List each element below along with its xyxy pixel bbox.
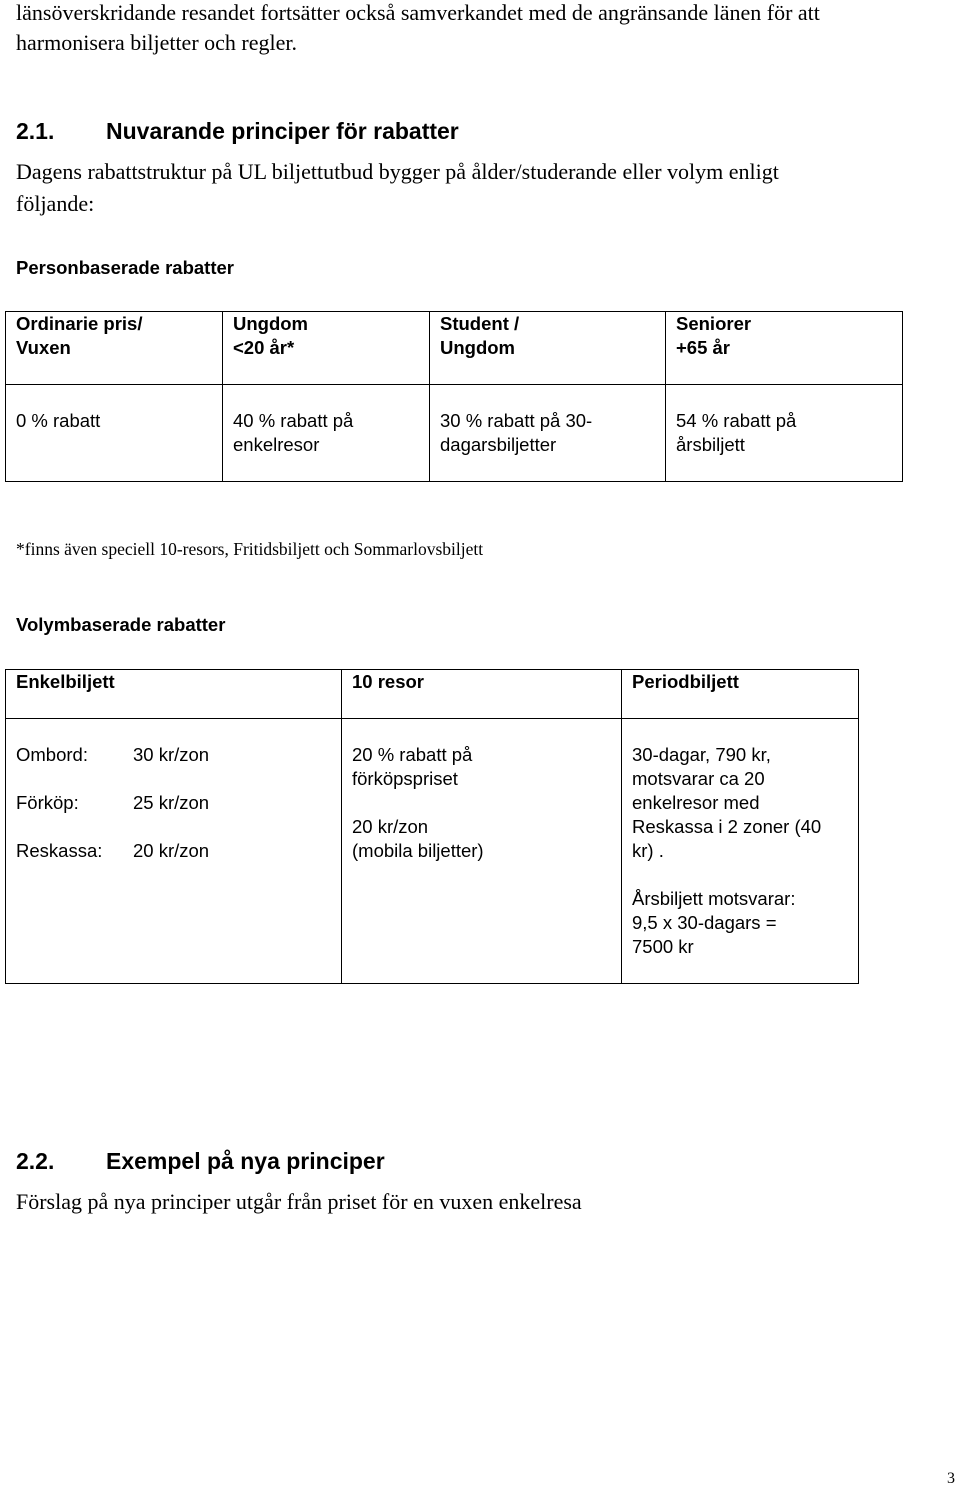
value-cell-student: 30 % rabatt på 30- dagarsbiljetter (430, 385, 666, 482)
price-row-forkop: Förköp: 25 kr/zon (16, 792, 210, 813)
value-cell-enkelbiljett (6, 719, 342, 984)
table-row (6, 312, 903, 385)
section-title: Exempel på nya principer (106, 1148, 385, 1174)
price-row-ombord: Ombord: 30 kr/zon (16, 744, 210, 765)
value-cell-10-resor: 20 % rabatt på förköpspriset 20 kr/zon (mobila biljetter) (342, 719, 622, 984)
section-heading-2-1 (16, 117, 459, 145)
section-body-line-1: Dagens rabattstruktur på UL biljettutbud bygger på ålder/studerande eller volym enligt (16, 159, 779, 184)
price-row-reskassa: Reskassa: 20 kr/zon (16, 840, 210, 861)
header-cell-ungdom: Ungdom <20 år* (223, 312, 430, 385)
section-body-line-2: följande: (16, 191, 95, 216)
footnote: *finns även speciell 10-resors, Fritidsbiljett och Sommarlovsbiljett (16, 539, 484, 559)
volymbaserade-table (5, 669, 859, 984)
header-cell-vuxen: Ordinarie pris/ Vuxen (6, 312, 223, 385)
table-row (6, 670, 859, 719)
section-title: Nuvarande principer för rabatter (106, 118, 459, 144)
intro-line-1: länsöverskridande resandet fortsätter också samverkandet med de angränsande länen för att (16, 0, 820, 25)
volymbaserade-heading: Volymbaserade rabatter (16, 614, 226, 635)
table-row (6, 719, 859, 984)
section-number: 2.2. (16, 1148, 55, 1174)
personbaserade-heading: Personbaserade rabatter (16, 257, 234, 278)
value-cell-periodbiljett: 30-dagar, 790 kr, motsvarar ca 20 enkelresor med Reskassa i 2 zoner (40 kr) . Årsbiljett motsvarar: 9,5 x 30-dagars = 7500 kr (622, 719, 859, 984)
section-2-2-body: Förslag på nya principer utgår från priset för en vuxen enkelresa (16, 1189, 582, 1214)
section-number: 2.1. (16, 118, 55, 144)
value-cell-ungdom: 40 % rabatt på enkelresor (223, 385, 430, 482)
value-cell-vuxen: 0 % rabatt (6, 385, 223, 482)
header-cell-seniorer: Seniorer +65 år (666, 312, 903, 385)
section-heading-2-2 (16, 1147, 385, 1175)
intro-line-2: harmonisera biljetter och regler. (16, 30, 297, 55)
header-cell-student: Student / Ungdom (430, 312, 666, 385)
header-cell-periodbiljett: Periodbiljett (622, 670, 859, 719)
value-cell-seniorer: 54 % rabatt på årsbiljett (666, 385, 903, 482)
header-cell-enkelbiljett: Enkelbiljett (6, 670, 342, 719)
personbaserade-table (5, 311, 903, 482)
table-row (6, 385, 903, 482)
header-cell-10-resor: 10 resor (342, 670, 622, 719)
page-number: 3 (947, 1470, 955, 1487)
